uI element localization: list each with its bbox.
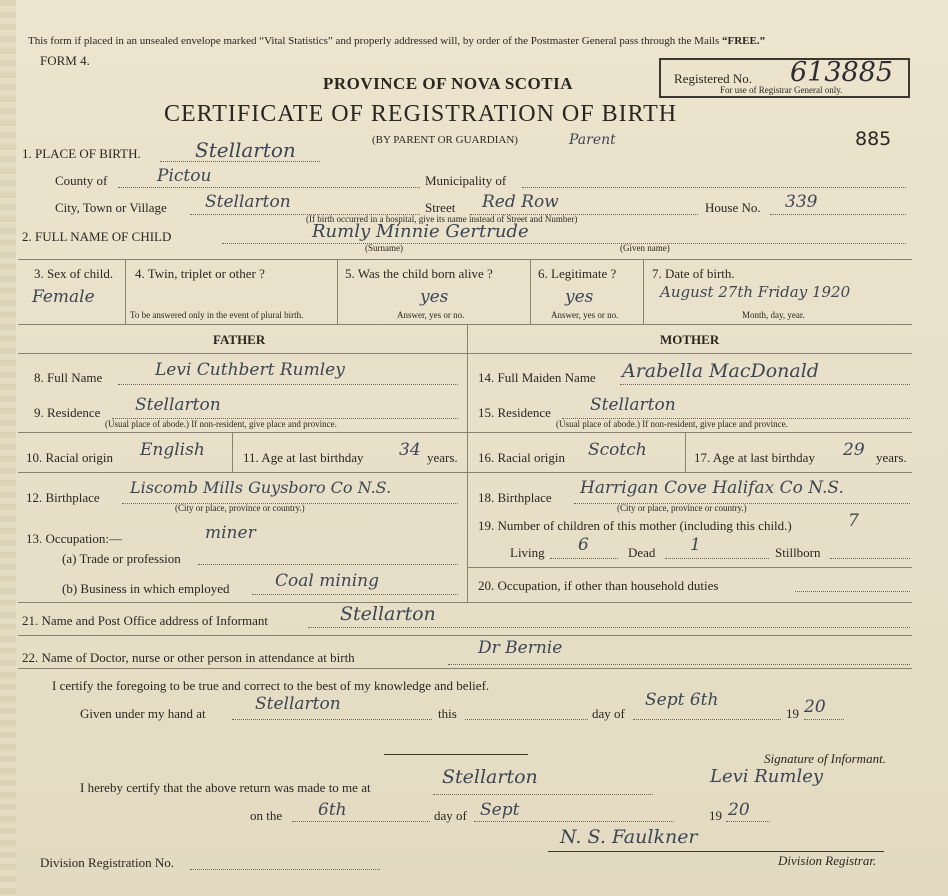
dead-label: Dead (628, 545, 656, 560)
signature-informant-label: Signature of Informant. (764, 751, 886, 766)
registered-number: 613885 (790, 57, 894, 88)
by-parent-note: (BY PARENT OR GUARDIAN) (372, 134, 518, 146)
doctor-label: 22. Name of Doctor, nurse or other person in attendance at birth (22, 650, 355, 665)
mother-birthplace-note: (City or place, province or country.) (617, 503, 747, 513)
child-name-value: Rumly Minnie Gertrude (312, 221, 529, 242)
municipality-label: Municipality of (425, 173, 507, 188)
legitimate-value: yes (565, 287, 594, 307)
father-occupation-label: 13. Occupation:— (26, 531, 123, 546)
surname-note: (Surname) (365, 243, 403, 253)
month-value-2: Sept (480, 800, 520, 820)
stillborn-label: Stillborn (775, 545, 821, 560)
parent-handwritten: Parent (569, 132, 616, 148)
this-label: this (438, 706, 457, 721)
mother-residence-value: Stellarton (590, 395, 676, 415)
sex-value: Female (32, 287, 95, 307)
father-residence-label: 9. Residence (34, 405, 101, 420)
business-label: (b) Business in which employed (62, 581, 230, 596)
children-count-value: 7 (848, 511, 859, 531)
place-of-birth-value: Stellarton (195, 138, 296, 162)
day-of-label-2: day of (434, 808, 467, 823)
mail-notice-text: This form if placed in an unsealed envelope marked “Vital Statistics” and properly addressed will, by order of the Postmaster General pass through the Mails (28, 35, 720, 47)
mother-residence-note: (Usual place of abode.) If non-resident, give place and province. (556, 419, 788, 429)
father-occupation-value: miner (205, 523, 256, 543)
father-residence-note: (Usual place of abode.) If non-resident, give place and province. (105, 419, 337, 429)
form-number: FORM 4. (40, 53, 90, 68)
mother-birthplace-value: Harrigan Cove Halifax Co N.S. (580, 478, 844, 498)
mother-heading: MOTHER (660, 332, 720, 347)
legitimate-note: Answer, yes or no. (551, 310, 619, 320)
trade-label: (a) Trade or profession (62, 551, 181, 566)
informant-value: Stellarton (340, 603, 436, 625)
mother-years: years. (876, 450, 907, 465)
year-value: 20 (804, 697, 826, 717)
street-value: Red Row (482, 192, 559, 212)
registrar-signature: N. S. Faulkner (560, 826, 698, 848)
mother-name-value: Arabella MacDonald (622, 360, 819, 382)
informant-label: 21. Name and Post Office address of Informant (22, 613, 268, 628)
given-place: Stellarton (255, 694, 341, 714)
dead-value: 1 (690, 535, 701, 555)
certify-text: I certify the foregoing to be true and correct to the best of my knowledge and belief. (52, 678, 490, 693)
children-count-label: 19. Number of children of this mother (including this child.) (478, 518, 792, 533)
sex-label: 3. Sex of child. (34, 266, 114, 281)
house-label: House No. (705, 200, 761, 215)
mother-age-value: 29 (843, 440, 865, 460)
city-value: Stellarton (205, 192, 291, 212)
mother-occupation-label: 20. Occupation, if other than household duties (478, 578, 719, 593)
county-label: County of (55, 173, 108, 188)
county-value: Pictou (157, 166, 212, 186)
mother-age-label: 17. Age at last birthday (694, 450, 815, 465)
father-age-label: 11. Age at last birthday (243, 450, 364, 465)
free-label: “FREE.” (721, 35, 766, 47)
father-racial-value: English (140, 440, 205, 460)
mother-racial-label: 16. Racial origin (478, 450, 566, 465)
date-of-birth-value: August 27th Friday 1920 (660, 283, 851, 301)
division-registrar-label: Division Registrar. (778, 853, 877, 868)
day-of-label: day of (592, 706, 625, 721)
returned-place: Stellarton (442, 766, 538, 788)
year-prefix-2: 19 (709, 808, 722, 823)
registrar-use-note: For use of Registrar General only. (720, 85, 843, 95)
division-registration-label: Division Registration No. (40, 855, 174, 870)
father-birthplace-value: Liscomb Mills Guysboro Co N.S. (130, 478, 392, 497)
house-value: 339 (785, 192, 818, 212)
born-alive-note: Answer, yes or no. (397, 310, 465, 320)
father-racial-label: 10. Racial origin (26, 450, 114, 465)
doctor-value: Dr Bernie (478, 638, 563, 658)
father-heading: FATHER (213, 332, 266, 347)
living-label: Living (510, 545, 545, 560)
father-age-value: 34 (399, 440, 421, 460)
day-value: Sept 6th (645, 690, 719, 710)
date-of-birth-label: 7. Date of birth. (652, 266, 735, 281)
father-name-label: 8. Full Name (34, 370, 103, 385)
year-prefix: 19 (786, 706, 799, 721)
father-birthplace-label: 12. Birthplace (26, 490, 100, 505)
born-alive-label: 5. Was the child born alive ? (345, 266, 493, 281)
on-day-value: 6th (318, 800, 347, 820)
on-the-label: on the (250, 808, 283, 823)
mother-name-label: 14. Full Maiden Name (478, 370, 596, 385)
registered-label: Registered No. (674, 71, 752, 86)
mother-residence-label: 15. Residence (478, 405, 551, 420)
legitimate-label: 6. Legitimate ? (538, 266, 617, 281)
street-label: Street (425, 200, 456, 215)
informant-signature: Levi Rumley (710, 766, 824, 787)
certificate-title: CERTIFICATE OF REGISTRATION OF BIRTH (164, 101, 678, 127)
father-name-value: Levi Cuthbert Rumley (155, 360, 345, 380)
father-residence-value: Stellarton (135, 395, 221, 415)
twin-label: 4. Twin, triplet or other ? (135, 266, 265, 281)
paper-left-edge (0, 0, 16, 896)
given-label: Given under my hand at (80, 706, 206, 721)
corner-number: 885 (855, 128, 892, 150)
mother-racial-value: Scotch (588, 440, 647, 460)
mother-birthplace-label: 18. Birthplace (478, 490, 552, 505)
twin-note: To be answered only in the event of plural birth. (130, 310, 304, 320)
place-of-birth-label: 1. PLACE OF BIRTH. (22, 146, 141, 161)
father-years: years. (427, 450, 458, 465)
mail-notice (28, 35, 765, 47)
living-value: 6 (578, 535, 589, 555)
father-birthplace-note: (City or place, province or country.) (175, 503, 305, 513)
city-label: City, Town or Village (55, 200, 167, 215)
child-name-label: 2. FULL NAME OF CHILD (22, 229, 172, 244)
hospital-note: (If birth occurred in a hospital, give its name instead of Street and Number) (306, 214, 578, 224)
given-name-note: (Given name) (620, 243, 670, 253)
business-value: Coal mining (275, 571, 379, 591)
born-alive-value: yes (420, 287, 449, 307)
date-of-birth-note: Month, day, year. (742, 310, 805, 320)
year-value-2: 20 (728, 800, 750, 820)
province-heading: PROVINCE OF NOVA SCOTIA (323, 74, 574, 93)
returned-label: I hereby certify that the above return was made to me at (80, 780, 371, 795)
